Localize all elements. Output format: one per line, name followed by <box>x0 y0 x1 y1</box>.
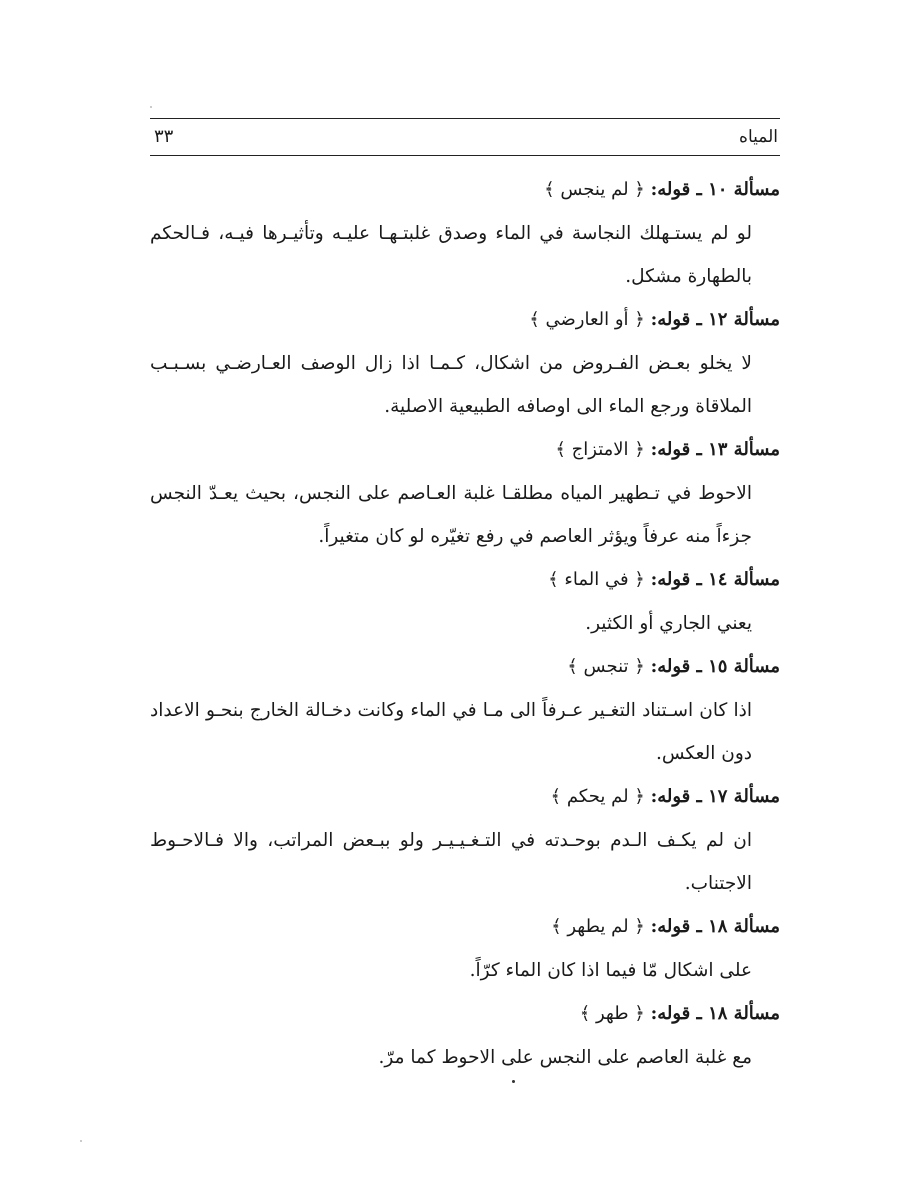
entry-phrase: ﴿ أو العارضي ﴾ <box>529 309 645 330</box>
entry-heading <box>150 905 780 949</box>
entry <box>150 645 780 775</box>
entry-label: مسألة ١٨ ـ قوله: <box>650 1003 780 1024</box>
entry-heading <box>150 775 780 819</box>
entry-heading <box>150 992 780 1036</box>
entry <box>150 558 780 645</box>
entry-phrase: ﴿ لم ينجس ﴾ <box>544 179 645 200</box>
entry <box>150 992 780 1079</box>
entry-phrase: ﴿ الامتزاج ﴾ <box>555 439 645 460</box>
entry-label: مسألة ١٥ ـ قوله: <box>650 656 780 677</box>
entry-heading <box>150 645 780 689</box>
scan-speck <box>150 106 152 108</box>
entry-body: الاحوط في تـطهير المياه مطلقـا غلبة العـاصم على النجس، بحيث يعـدّ النجس جزءاً منه عرفاً ويؤثر العاصم في رفع تغيّره لو كان متغيراً. <box>150 483 752 547</box>
entry-phrase: ﴿ في الماء ﴾ <box>548 569 645 590</box>
entry-heading <box>150 558 780 602</box>
entry-label: مسألة ١٠ ـ قوله: <box>650 179 780 200</box>
entry-label: مسألة ١٨ ـ قوله: <box>650 916 780 937</box>
entry-phrase: ﴿ لم يطهر ﴾ <box>551 916 645 937</box>
page-body <box>150 168 780 1079</box>
ink-dot <box>512 1080 515 1083</box>
entry-body: اذا كان اسـتناد التغـير عـرفاً الى مـا في الماء وكانت دخـالة الخارج بنحـو الاعداد دون العكس. <box>150 700 752 764</box>
running-title: المياه <box>739 127 778 147</box>
entry <box>150 905 780 992</box>
entry <box>150 168 780 298</box>
entry-body: ان لم يكـف الـدم بوحـدته في التـغـيـيـر ولو ببـعض المراتب، والا فـالاحـوط الاجتناب. <box>150 830 752 894</box>
entry-body: يعني الجاري أو الكثير. <box>585 613 752 634</box>
entry-heading <box>150 428 780 472</box>
entry-label: مسألة ١٤ ـ قوله: <box>650 569 780 590</box>
entry-phrase: ﴿ طهر ﴾ <box>579 1003 645 1024</box>
entry-heading <box>150 298 780 342</box>
entry-label: مسألة ١٣ ـ قوله: <box>650 439 780 460</box>
entry-label: مسألة ١٧ ـ قوله: <box>650 786 780 807</box>
entry-label: مسألة ١٢ ـ قوله: <box>650 309 780 330</box>
entry-body: على اشكال مّا فيما اذا كان الماء كرّاً. <box>469 960 752 981</box>
entry-phrase: ﴿ لم يحكم ﴾ <box>550 786 645 807</box>
entry <box>150 428 780 558</box>
scan-speck <box>80 1140 82 1142</box>
entry-body: لا يخلو بعـض الفـروض من اشكال، كـمـا اذا زال الوصف العـارضـي بسـبـب الملاقاة ورجع الماء الى اوصافه الطبيعية الاصلية. <box>150 353 752 417</box>
entry-phrase: ﴿ تنجس ﴾ <box>567 656 645 677</box>
page-header <box>150 118 780 156</box>
entry <box>150 775 780 905</box>
page-number: ٣٣ <box>154 126 174 147</box>
entry-body: لو لم يستـهلك النجاسة في الماء وصدق غلبتـهـا عليـه وتأثيـرها فيـه، فـالحكم بالطهارة مشكل. <box>150 223 752 287</box>
entry <box>150 298 780 428</box>
entry-body: مع غلبة العاصم على النجس على الاحوط كما مرّ. <box>378 1047 752 1068</box>
entry-heading <box>150 168 780 212</box>
